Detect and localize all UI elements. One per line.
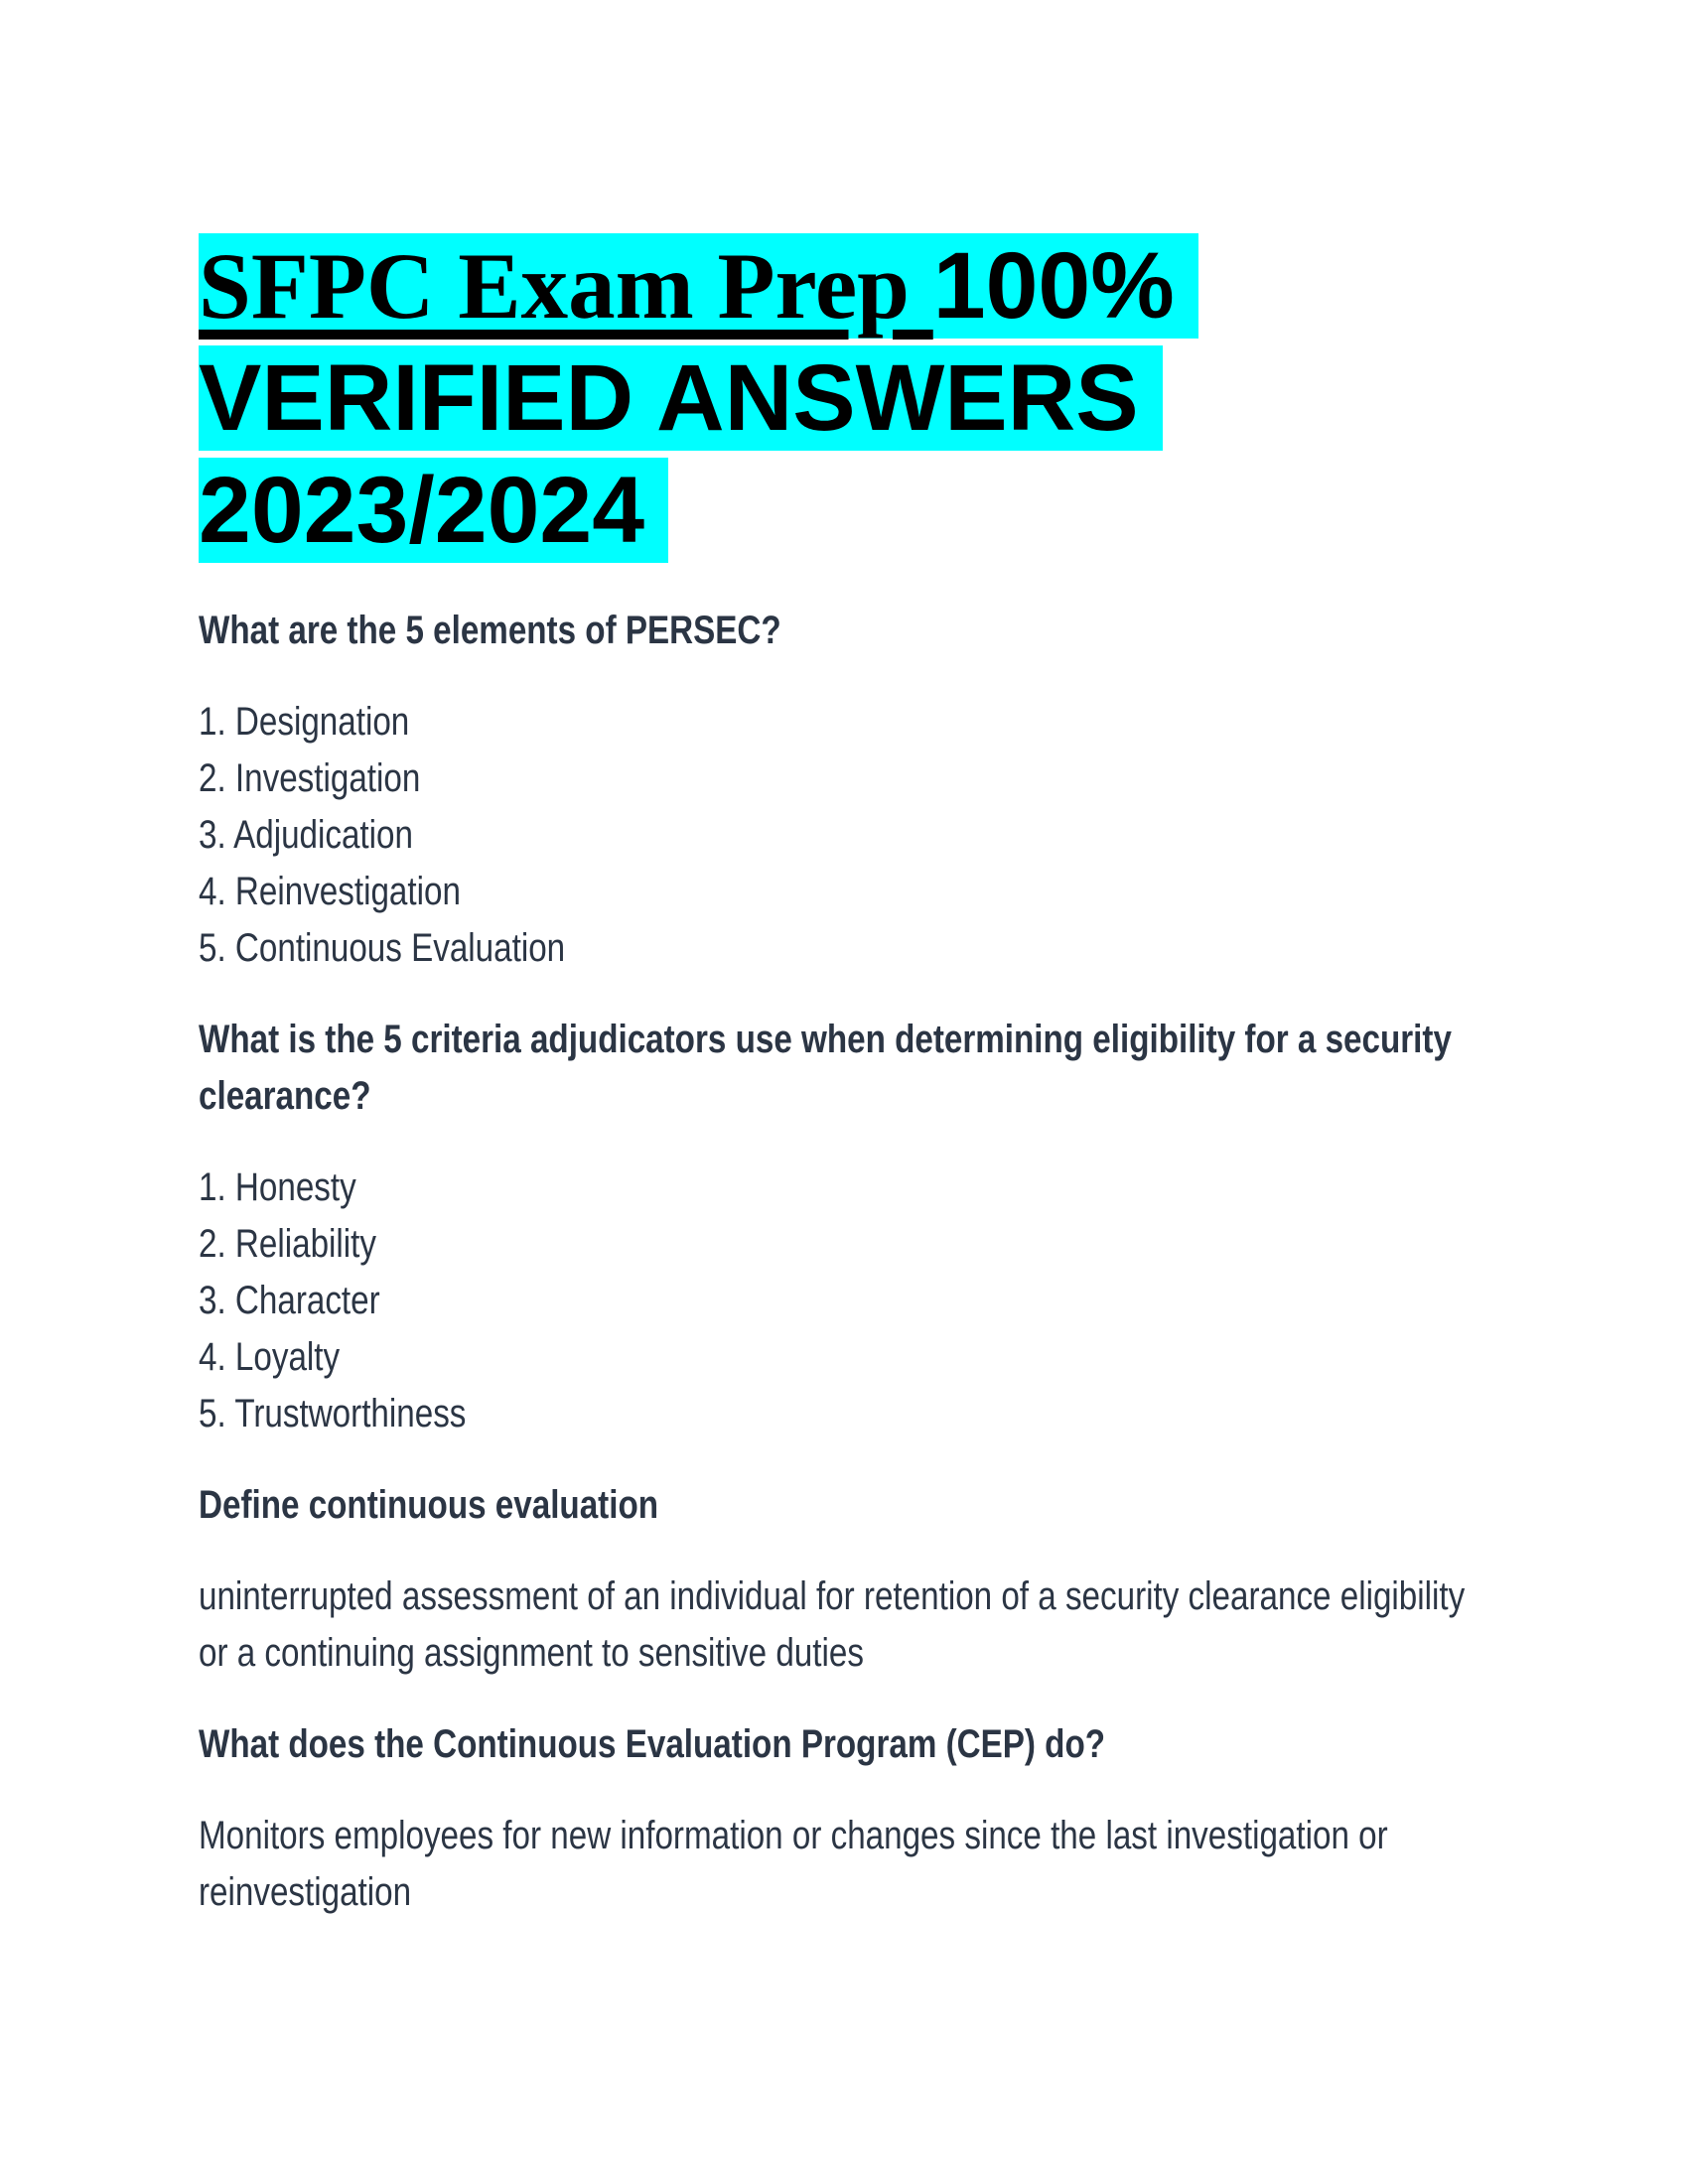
title-highlight-2: VERIFIED ANSWERS [199, 345, 1163, 451]
title-highlight-3: 2023/2024 [199, 458, 668, 563]
answer-text: Monitors employees for new information or changes since the last investigation or reinvestigation [199, 1814, 1388, 1914]
question-heading-3: Define continuous evaluation [199, 1483, 659, 1527]
title-percent-text: 100% [932, 233, 1175, 339]
answer-list-2 [199, 1160, 1477, 1442]
answer-item: 3. Adjudication [199, 813, 413, 857]
answer-item: 2. Investigation [199, 756, 421, 800]
answer-item: 5. Continuous Evaluation [199, 926, 566, 970]
question-heading-1: What are the 5 elements of PERSEC? [199, 609, 781, 652]
question-heading-4: What does the Continuous Evaluation Program (CEP) do? [199, 1722, 1106, 1766]
answer-list-1 [199, 694, 1477, 977]
title-line-1 [199, 230, 1688, 342]
answer-item: 4. Loyalty [199, 1335, 341, 1379]
answer-text: uninterrupted assessment of an individual for retention of a security clearance eligibility or a continuing assignment to sensitive duties [199, 1574, 1466, 1675]
answer-item: 4. Reinvestigation [199, 870, 461, 913]
qa-content [199, 603, 1477, 1921]
title-line-2 [199, 342, 1688, 455]
answer-item: 3. Character [199, 1279, 380, 1322]
document-title [199, 230, 1688, 567]
answer-item: 2. Reliability [199, 1222, 376, 1266]
answer-item: 1. Honesty [199, 1165, 356, 1209]
title-highlight-1 [199, 233, 1198, 339]
title-serif-text: SFPC Exam Prep [199, 233, 933, 339]
title-line-3 [199, 455, 1688, 567]
question-heading-2: What is the 5 criteria adjudicators use when determining eligibility for a security clearance? [199, 1018, 1452, 1118]
answer-item: 1. Designation [199, 700, 410, 744]
answer-item: 5. Trustworthiness [199, 1392, 467, 1435]
